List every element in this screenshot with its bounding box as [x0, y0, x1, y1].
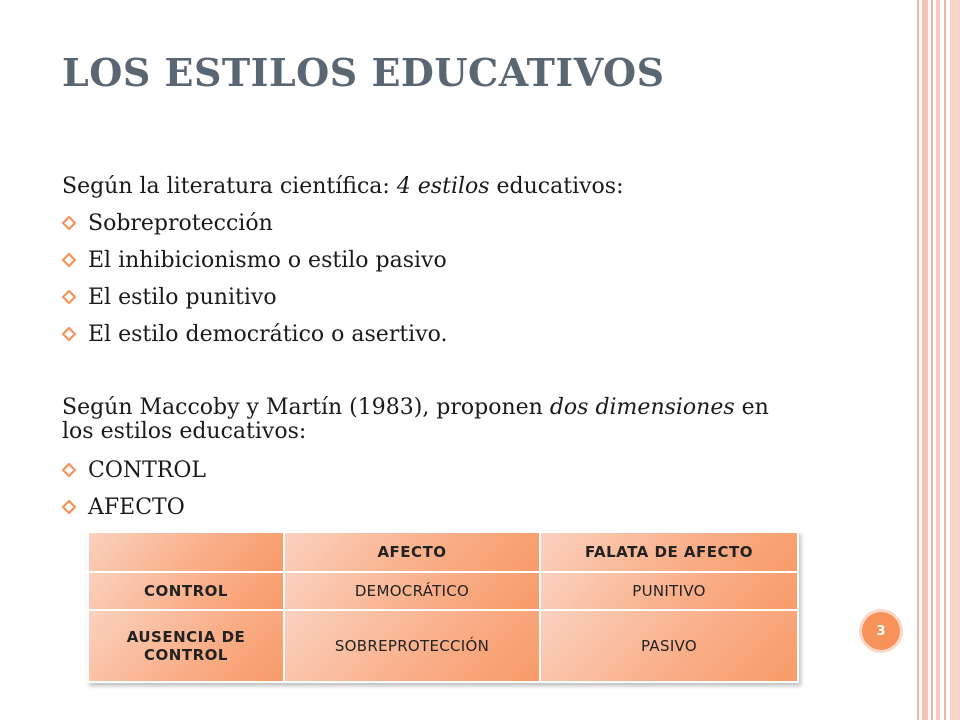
stripe: [917, 0, 919, 720]
maccoby-suffix: en: [734, 395, 769, 420]
list-item: [62, 316, 912, 353]
maccoby-emphasis: dos dimensiones: [549, 395, 735, 420]
list-item-label: Sobreprotección: [88, 211, 273, 236]
list-item: [62, 205, 912, 242]
diamond-bullet-icon: [62, 290, 76, 304]
diamond-bullet-icon: [62, 463, 76, 477]
styles-table: [87, 531, 799, 683]
intro-prefix: Según la literatura científica:: [62, 174, 397, 199]
stripe: [936, 0, 940, 720]
stripe: [950, 0, 960, 720]
slide-title: LOS ESTILOS EDUCATIVOS: [62, 50, 665, 95]
stripe: [931, 0, 933, 720]
diamond-bullet-icon: [62, 327, 76, 341]
list-item: [62, 452, 912, 489]
table-row: [88, 610, 798, 682]
list-item-label: CONTROL: [88, 458, 207, 483]
spacer: [62, 353, 912, 390]
table-cell: PUNITIVO: [540, 572, 798, 610]
diamond-bullet-icon: [62, 500, 76, 514]
stripe: [944, 0, 946, 720]
table-row-header: AUSENCIA DE CONTROL: [88, 610, 284, 682]
intro-line: [62, 168, 912, 205]
table-cell: DEMOCRÁTICO: [284, 572, 540, 610]
stripe: [922, 0, 928, 720]
table-header-cell: AFECTO: [284, 532, 540, 572]
intro-emphasis: 4 estilos: [396, 174, 490, 199]
list-item-label: El inhibicionismo o estilo pasivo: [88, 248, 447, 273]
maccoby-paragraph: [62, 396, 912, 444]
table-header-cell: [88, 532, 284, 572]
table-header-cell: FALATA DE AFECTO: [540, 532, 798, 572]
intro-suffix: educativos:: [489, 174, 624, 199]
list-item-label: El estilo punitivo: [88, 285, 277, 310]
page-number-badge: 3: [862, 612, 900, 650]
table-cell: PASIVO: [540, 610, 798, 682]
list-item: [62, 489, 912, 526]
table-header-row: [88, 532, 798, 572]
maccoby-line-2: los estilos educativos:: [62, 419, 307, 444]
table-row: [88, 572, 798, 610]
list-item-label: AFECTO: [88, 495, 185, 520]
slide-content: [62, 168, 912, 526]
list-item-label: El estilo democrático o asertivo.: [88, 322, 448, 347]
table-cell: SOBREPROTECCIÓN: [284, 610, 540, 682]
list-item: [62, 279, 912, 316]
maccoby-line-1: [62, 395, 769, 420]
table-row-header: CONTROL: [88, 572, 284, 610]
maccoby-prefix: Según Maccoby y Martín (1983), proponen: [62, 395, 550, 420]
diamond-bullet-icon: [62, 253, 76, 267]
list-item: [62, 242, 912, 279]
diamond-bullet-icon: [62, 216, 76, 230]
